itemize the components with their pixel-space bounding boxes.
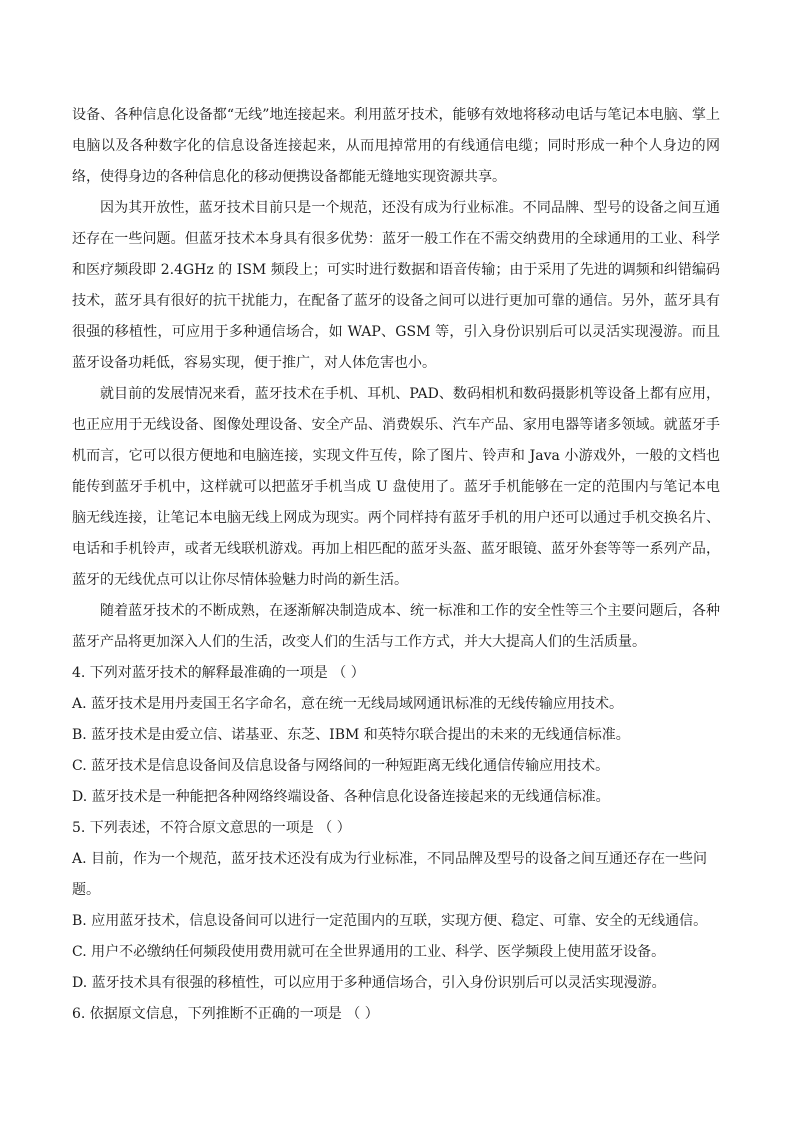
document-body [72, 100, 720, 1030]
question-5-stem: 5. 下列表述，不符合原文意思的一项是 （ ） [72, 820, 351, 836]
question-4-option-b: B. 蓝牙技术是由爱立信、诺基亚、东芝、IBM 和英特尔联合提出的未来的无线通信标准。 [72, 727, 630, 743]
question-4-option-c: C. 蓝牙技术是信息设备间及信息设备与网络间的一种短距离无线化通信传输应用技术。 [72, 758, 610, 774]
passage-paragraph-1: 设备、各种信息化设备都“无线”地连接起来。利用蓝牙技术，能够有效地将移动电话与笔记本电脑、掌上电脑以及各种数字化的信息设备连接起来，从而甩掉常用的有线通信电缆；同时形成一种个人身边的网络，使得身边的各种信息化的移动便携设备都能无缝地实现资源共享。 [72, 107, 720, 185]
question-4 [72, 658, 720, 813]
question-5-option-d: D. 蓝牙技术具有很强的移植性，可以应用于多种通信场合，引入身份识别后可以灵活实现漫游。 [72, 975, 666, 991]
question-4-stem: 4. 下列对蓝牙技术的解释最准确的一项是 （ ） [72, 665, 365, 681]
question-5 [72, 813, 720, 999]
question-6-stem: 6. 依据原文信息，下列推断不正确的一项是 （ ） [72, 1006, 379, 1022]
question-5-option-b: B. 应用蓝牙技术，信息设备间可以进行一定范围内的互联，实现方便、稳定、可靠、安全的无线通信。 [72, 913, 708, 929]
passage-paragraph-2: 因为其开放性，蓝牙技术目前只是一个规范，还没有成为行业标准。不同品牌、型号的设备之间互通还存在一些问题。但蓝牙技术本身具有很多优势：蓝牙一般工作在不需交纳费用的全球通用的工业、科学和医疗频段即 2.4GHz 的 ISM 频段上；可实时进行数据和语音传输；由于采用了先进的调频和纠错编码技术，蓝牙具有很好的抗干扰能力，在配备了蓝牙的设备之间可以进行更加可靠的通信。另外，蓝牙具有很强的移植性，可应用于多种通信场合，如 WAP、GSM 等，引入身份识别后可以灵活实现漫游。而且蓝牙设备功耗低，容易实现，便于推广，对人体危害也小。 [72, 200, 720, 371]
passage-paragraph-3: 就目前的发展情况来看，蓝牙技术在手机、耳机、PAD、数码相机和数码摄影机等设备上都有应用，也正应用于无线设备、图像处理设备、安全产品、消费娱乐、汽车产品、家用电器等诸多领域。就蓝牙手机而言，它可以很方便地和电脑连接，实现文件互传，除了图片、铃声和 Java 小游戏外，一般的文档也能传到蓝牙手机中，这样就可以把蓝牙手机当成 U 盘使用了。蓝牙手机能够在一定的范围内与笔记本电脑无线连接，让笔记本电脑无线上网成为现实。两个同样持有蓝牙手机的用户还可以通过手机交换名片、电话和手机铃声，或者无线联机游戏。再加上相匹配的蓝牙头盔、蓝牙眼镜、蓝牙外套等等一系列产品，蓝牙的无线优点可以让你尽情体验魅力时尚的新生活。 [72, 386, 720, 588]
question-5-option-a: A. 目前，作为一个规范，蓝牙技术还没有成为行业标准，不同品牌及型号的设备之间互通还存在一些问题。 [72, 851, 708, 898]
passage-paragraph-4: 随着蓝牙技术的不断成熟，在逐渐解决制造成本、统一标准和工作的安全性等三个主要问题后，各种蓝牙产品将更加深入人们的生活，改变人们的生活与工作方式，并大大提高人们的生活质量。 [72, 603, 720, 650]
question-6 [72, 999, 720, 1030]
question-4-option-d: D. 蓝牙技术是一种能把各种网络终端设备、各种信息化设备连接起来的无线通信标准。 [72, 789, 610, 805]
question-5-option-c: C. 用户不必缴纳任何频段使用费用就可在全世界通用的工业、科学、医学频段上使用蓝牙设备。 [72, 944, 666, 960]
question-4-option-a: A. 蓝牙技术是用丹麦国王名字命名，意在统一无线局域网通讯标准的无线传输应用技术。 [72, 696, 624, 712]
